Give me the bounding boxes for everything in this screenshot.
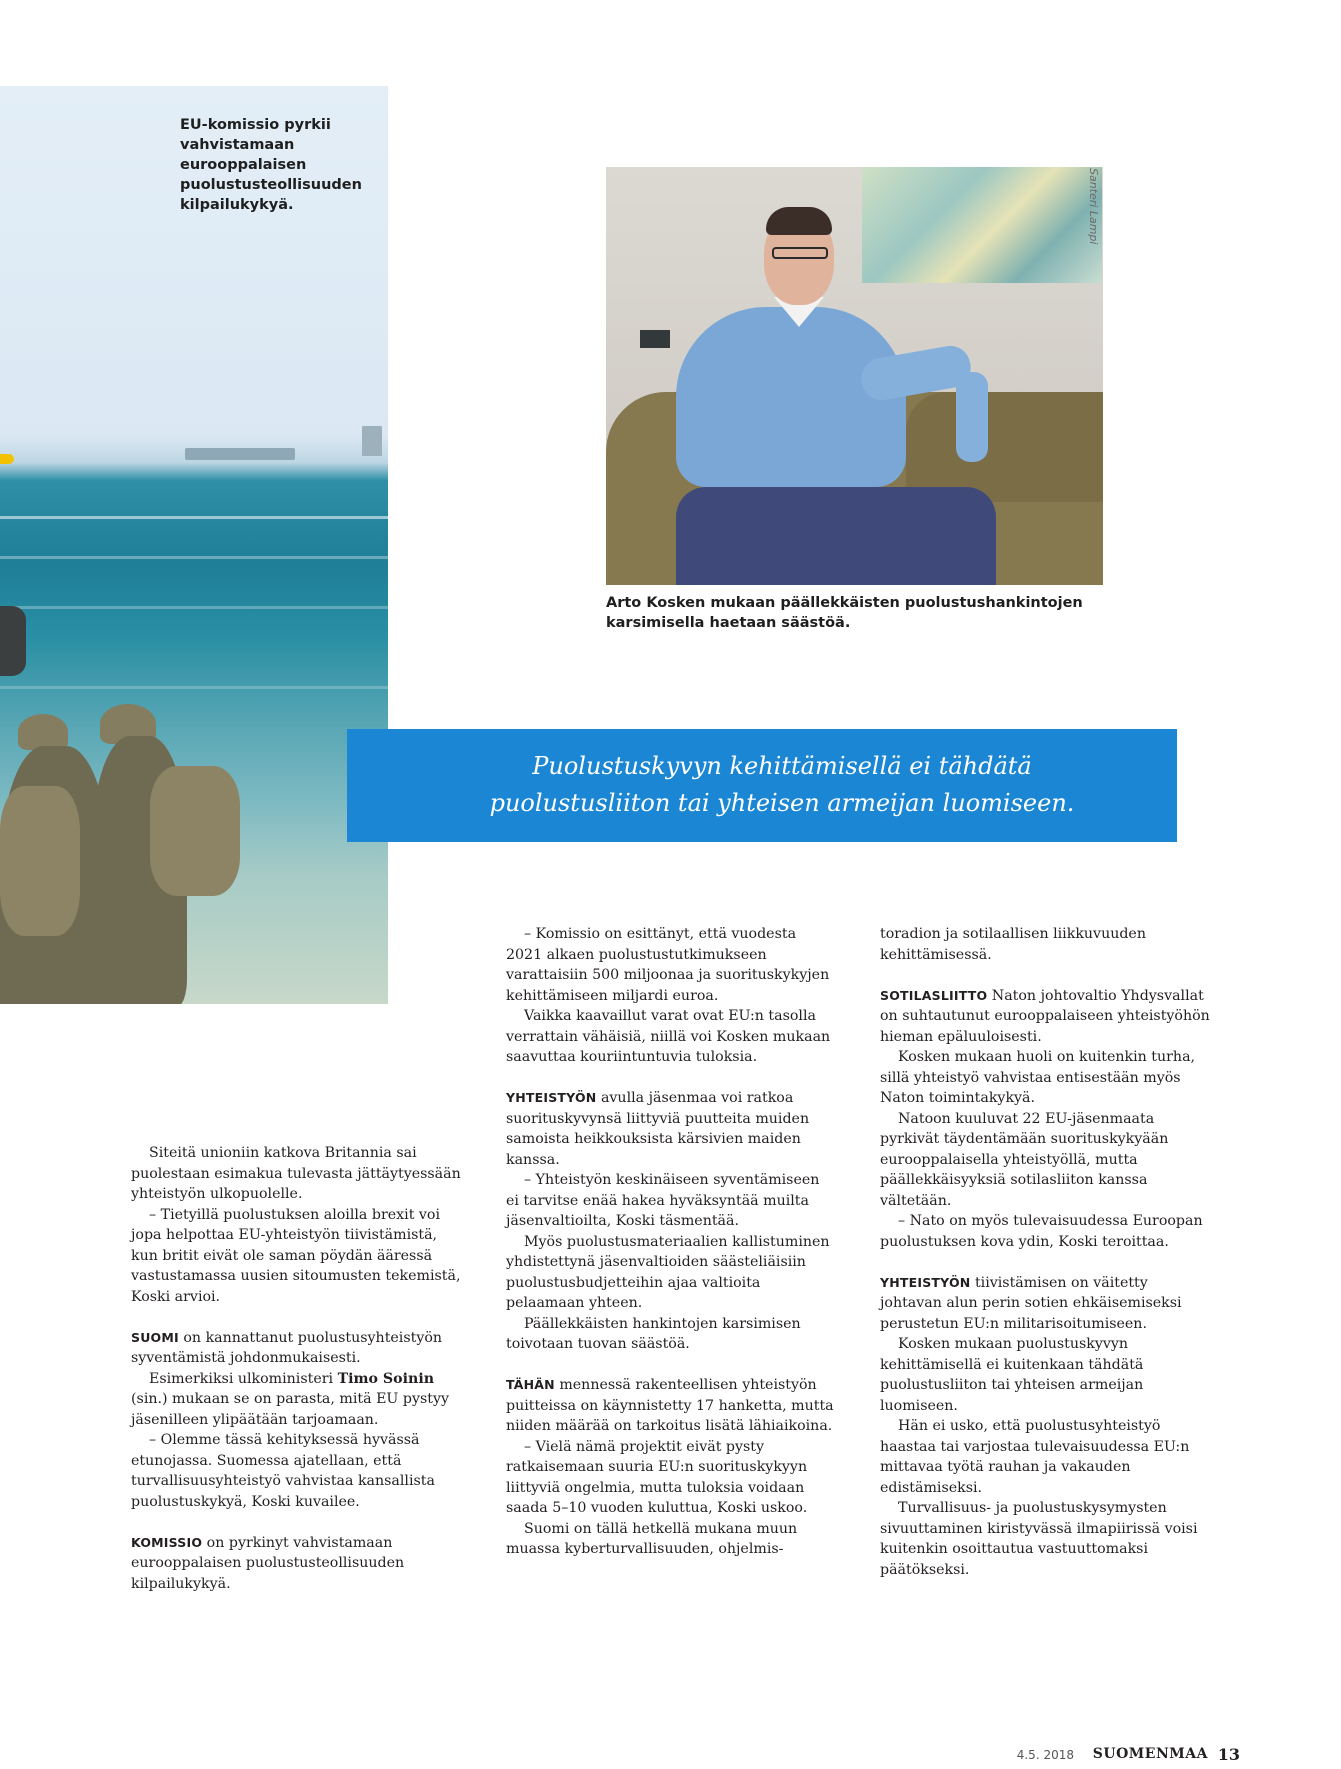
paragraph: – Tietyillä puolustuksen aloilla brexit voi jopa helpottaa EU-yhteistyön tiivistämistä, kun britit eivät ole saman pöydän ääressä vastustamassa uusien sitoumusten tekemistä, Koski arvioi. [131, 1206, 461, 1305]
paragraph: Kosken mukaan puolustuskyvyn kehittämisellä ei kuitenkaan tähdätä puolustusliiton tai yhteisen armeijan luomiseen. [880, 1336, 1144, 1414]
section-paragraph: SUOMI on kannattanut puolustusyhteistyön syventämistä johdonmukaisesti. [131, 1329, 443, 1366]
section-lead: SOTILASLIITTO [880, 987, 988, 1003]
section-lead: TÄHÄN [506, 1377, 555, 1392]
section-lead: YHTEISTYÖN [880, 1274, 971, 1290]
paragraph: Siteitä unioniin katkova Britannia sai puolestaan esimakua tulevasta jättäytyessään yhteistyön ulkopuolelle. [131, 1145, 461, 1202]
paragraph: Myös puolustusmateriaalien kallistuminen yhdistettynä jäsenvaltioiden säästeliäisiin puolustusbudjetteihin ajaa valtioita pelaamaan yhteen. [506, 1233, 830, 1311]
section-paragraph: KOMISSIO on pyrkinyt vahvistamaan eurooppalaisen puolustusteollisuuden kilpailukykyä. [131, 1534, 405, 1592]
paragraph: – Yhteistyön keskinäiseen syventämiseen ei tarvitse enää hakea hyväksyntää muilta jäsenvaltioilta, Koski täsmentää. [506, 1172, 820, 1229]
magazine-name: SUOMENMAA [1092, 1746, 1208, 1762]
section-lead: YHTEISTYÖN [506, 1090, 597, 1105]
body-column-3 [880, 924, 1210, 1580]
paragraph: Hän ei usko, että puolustusyhteistyö haastaa tai varjostaa tulevaisuudessa EU:n mittavaa työtä rauhan ja vakauden edistämiseksi. [880, 1418, 1190, 1496]
photo-caption: EU-komissio pyrkii vahvistamaan eurooppalaisen puolustusteollisuuden kilpailukykyä. [180, 117, 362, 213]
section-paragraph: SOTILASLIITTO Naton johtovaltio Yhdysvallat on suhtautunut eurooppalaiseen yhteistyöhön hieman epäluuloisesti. [880, 987, 1210, 1045]
page-number: 13 [1217, 1745, 1240, 1764]
paragraph: toradion ja sotilaallisen liikkuvuuden kehittämisessä. [880, 926, 1146, 963]
paragraph: Päällekkäisten hankintojen karsimisen toivotaan tuovan säästöä. [506, 1315, 801, 1352]
pull-quote-line-2: puolustusliiton tai yhteisen armeijan luomiseen. [489, 789, 1075, 817]
section-lead: KOMISSIO [131, 1534, 203, 1550]
section-paragraph: YHTEISTYÖN avulla jäsenmaa voi ratkoa suorituskyvynsä liittyviä puutteita muiden samoista heikkouksista kärsivien maiden kanssa. [506, 1090, 810, 1168]
paragraph: Natoon kuuluvat 22 EU-jäsenmaata pyrkivät täydentämään suorituskykyään eurooppalaisella yhteistyöllä, mutta päällekkäisyyksiä sotilasliiton kanssa vältetään. [880, 1110, 1169, 1209]
section-paragraph: YHTEISTYÖN tiivistämisen on väitetty johtavan alun perin sotien ehkäisemiseksi perustetun EU:n militarisoitumiseen. [880, 1274, 1182, 1332]
paragraph: Suomi on tällä hetkellä mukana muun muassa kyberturvallisuuden, ohjelmis- [506, 1520, 798, 1557]
paragraph: – Olemme tässä kehityksessä hyvässä etunojassa. Suomessa ajatellaan, että turvallisuusyhteistyö vahvistaa kansallista puolustuskykyä, Koski kuvailee. [131, 1432, 435, 1510]
portrait-caption: Arto Kosken mukaan päällekkäisten puolustushankintojen karsimisella haetaan säästöä. [606, 595, 1083, 631]
soldiers-beach-photo [0, 86, 388, 1004]
pull-quote-line-1: Puolustuskyvyn kehittämisellä ei tähdätä [532, 752, 1032, 780]
paragraph: Esimerkiksi ulkoministeri Timo Soinin (sin.) mukaan se on parasta, mitä EU pystyy jäsenilleen ylipäätään tarjoamaan. [131, 1370, 450, 1428]
paragraph: Turvallisuus- ja puolustuskysymysten sivuuttaminen kiristyvässä ilmapiirissä voisi kuitenkin osoittautua vastuuttomaksi päätökseksi. [880, 1500, 1198, 1578]
photo-credit: Santeri Lampi [1087, 168, 1100, 245]
paragraph: Vaikka kaavaillut varat ovat EU:n tasolla verrattain vähäisiä, niillä voi Kosken mukaan saavuttaa kouriintuntuvia tuloksia. [506, 1008, 831, 1065]
issue-date: 4.5. 2018 [1016, 1748, 1074, 1762]
section-paragraph: TÄHÄN mennessä rakenteellisen yhteistyön puitteissa on käynnistetty 17 hanketta, mutta niiden määrää on tarkoitus lisätä lähiaikoina. [506, 1377, 834, 1434]
paragraph: – Komissio on esittänyt, että vuodesta 2021 alkaen puolustustutkimukseen varattaisiin 500 miljoonaa ja suorituskykyjen kehittämiseen miljardi euroa. [506, 926, 830, 1004]
body-column-1 [131, 1143, 461, 1594]
page-footer [1000, 1744, 1240, 1768]
person-name: Timo Soinin [337, 1370, 435, 1387]
paragraph: Kosken mukaan huoli on kuitenkin turha, sillä yhteistyö vahvistaa entisestään myös Naton toimintakykyä. [880, 1049, 1196, 1106]
paragraph: – Vielä nämä projektit eivät pysty ratkaisemaan suuria EU:n suorituskykyyn liittyviä ongelmia, mutta tuloksia voidaan saada 5–10 vuoden kuluttua, Koski uskoo. [506, 1438, 808, 1516]
portrait-photo [606, 167, 1103, 585]
body-column-2 [506, 924, 836, 1560]
pull-quote [347, 729, 1177, 842]
paragraph: – Nato on myös tulevaisuudessa Euroopan puolustuksen kova ydin, Koski teroittaa. [880, 1213, 1203, 1250]
section-lead: SUOMI [131, 1329, 179, 1345]
